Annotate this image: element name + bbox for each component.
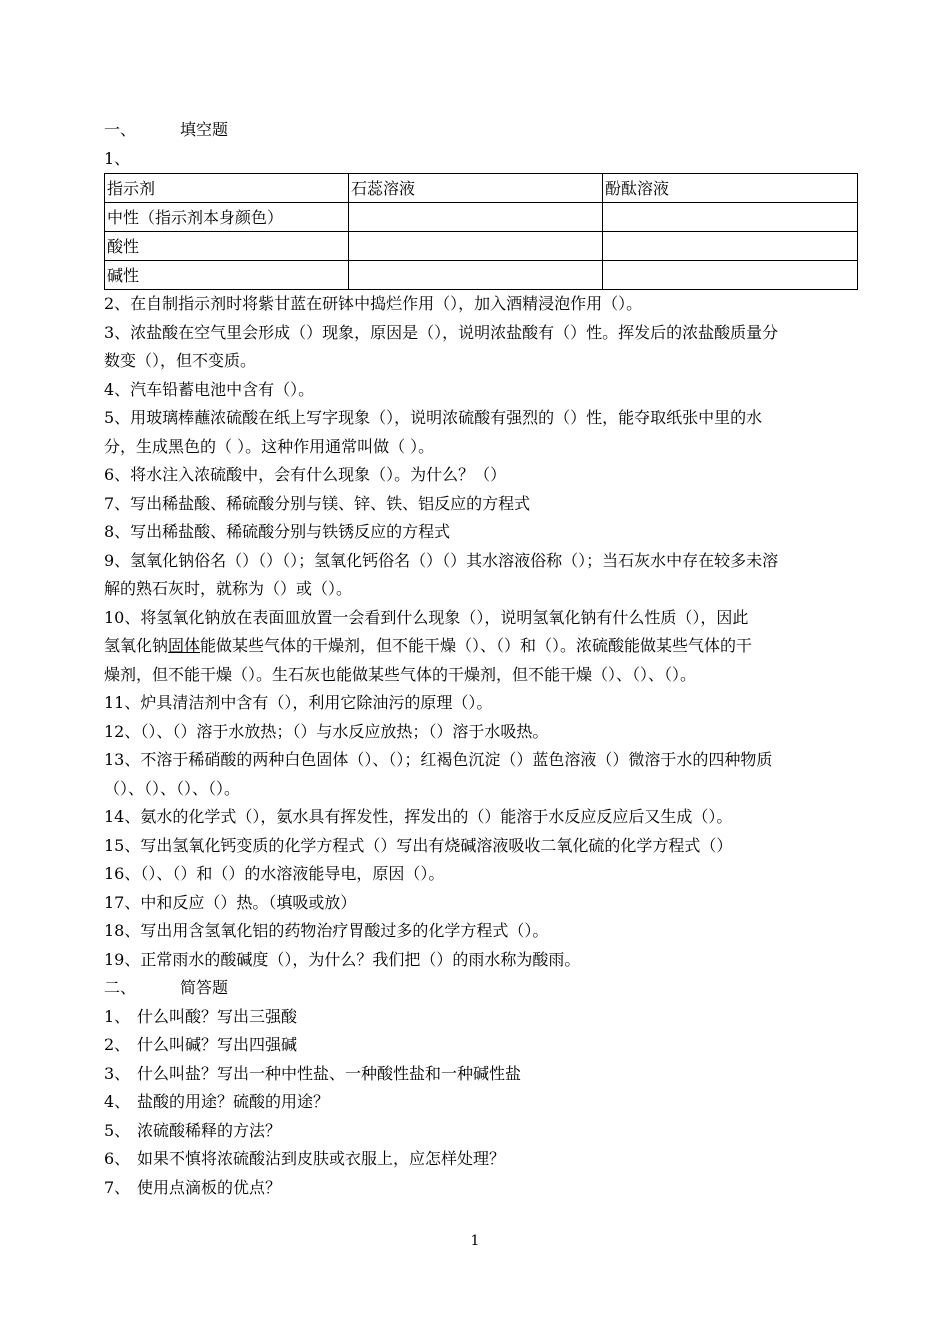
- text-segment: 氢氧化钠: [104, 636, 169, 655]
- table-cell: [349, 203, 603, 232]
- question-10-line-1: 10、将氢氧化钠放在表面皿放置一会看到什么现象（），说明氢氧化钠有什么性质（），因此: [104, 607, 749, 627]
- table-cell: [349, 261, 603, 290]
- item-number: 4、: [104, 1092, 131, 1111]
- short-answer-item: [104, 1174, 856, 1203]
- item-text: 如果不慎将浓硫酸沾到皮肤或衣服上，应怎样处理？: [137, 1149, 506, 1168]
- question-3-line-1: 3、浓盐酸在空气里会形成（）现象，原因是（），说明浓盐酸有（）性。挥发后的浓盐酸质量分: [104, 322, 779, 342]
- table-cell: 酸性: [105, 232, 349, 261]
- question-13-line-1: 13、不溶于稀硝酸的两种白色固体（）、（）；红褐色沉淀（）蓝色溶液（）微溶于水的四种物质: [104, 750, 773, 769]
- table-row: [105, 232, 858, 261]
- table-cell: [603, 261, 858, 290]
- section-number: 一、: [104, 120, 137, 139]
- table-row: [105, 261, 858, 290]
- question-11: 11、炉具清洁剂中含有（），利用它除油污的原理（）。: [104, 693, 493, 712]
- item-text: 什么叫盐？写出一种中性盐、一种酸性盐和一种碱性盐: [137, 1063, 522, 1083]
- table-row: [105, 203, 858, 232]
- item-text: 什么叫碱？写出四强碱: [137, 1035, 298, 1054]
- short-answer-item: [104, 1145, 856, 1174]
- short-answer-item: [104, 1060, 856, 1089]
- question-12: 12、（）、（）溶于水放热；（）与水反应放热；（）溶于水吸热。: [104, 721, 549, 741]
- question-5-line-2: 分，生成黑色的（ ）。这种作用通常叫做（ ）。: [104, 436, 435, 456]
- table-cell: [349, 232, 603, 261]
- question-13-line-2: （）、（）、（）、（）。: [104, 778, 241, 798]
- question-5-line-1: 5、用玻璃棒蘸浓硫酸在纸上写字现象（），说明浓硫酸有强烈的（）性，能夺取纸张中里的水: [104, 408, 763, 427]
- item-text: 使用点滴板的优点？: [137, 1177, 282, 1197]
- question-8: 8、写出稀盐酸、稀硫酸分别与铁锈反应的方程式: [104, 522, 451, 541]
- question-18: 18、写出用含氢氧化铝的药物治疗胃酸过多的化学方程式（）。: [104, 921, 549, 940]
- item-text: 浓硫酸稀释的方法？: [137, 1120, 282, 1140]
- table-cell: 中性（指示剂本身颜色）: [105, 203, 349, 232]
- question-2: 2、在自制指示剂时将紫甘蓝在研钵中捣烂作用（），加入酒精浸泡作用（）。: [104, 294, 643, 313]
- table-cell: 碱性: [105, 261, 349, 290]
- table-cell: [603, 232, 858, 261]
- item-text: 什么叫酸？写出三强酸: [137, 1006, 298, 1026]
- section-title: 填空题: [180, 120, 229, 139]
- underlined-word: 固体: [168, 636, 201, 655]
- document-body: [104, 116, 856, 1202]
- item-number: 5、: [104, 1120, 131, 1140]
- section-heading-short-answer: [104, 974, 856, 1003]
- short-answer-item: [104, 1003, 856, 1032]
- question-4: 4、汽车铅蓄电池中含有（）。: [104, 379, 315, 399]
- short-answer-item: [104, 1031, 856, 1060]
- question-9-line-2: 解的熟石灰时，就称为（）或（）。: [104, 579, 353, 598]
- question-17: 17、中和反应（）热。（填吸或放）: [104, 892, 357, 912]
- question-15: 15、写出氢氧化钙变质的化学方程式（）写出有烧碱溶液吸收二氧化硫的化学方程式（）: [104, 835, 733, 855]
- item-number: 3、: [104, 1063, 131, 1083]
- question-3-line-2: 数变（），但不变质。: [104, 351, 257, 370]
- question-6: 6、将水注入浓硫酸中，会有什么现象（）。为什么？（）: [104, 465, 507, 484]
- question-9-line-1: 9、氢氧化钠俗名（）（）（）；氢氧化钙俗名（）（）其水溶液俗称（）；当石灰水中存在较多未溶: [104, 550, 779, 570]
- text-segment: 能做某些气体的干燥剂，但不能干燥（）、（）和（）。浓硫酸能做某些气体的干: [200, 636, 753, 655]
- item-number: 6、: [104, 1149, 131, 1168]
- question-10-line-3: 燥剂，但不能干燥（）。生石灰也能做某些气体的干燥剂，但不能干燥（）、（）、（）。: [104, 664, 697, 684]
- short-answer-item: [104, 1088, 856, 1117]
- item-number: 2、: [104, 1035, 131, 1054]
- page-number: 1: [470, 1233, 480, 1249]
- table-header-cell: 酚酞溶液: [603, 174, 858, 203]
- question-16: 16、（）、（）和（）的水溶液能导电，原因（）。: [104, 864, 445, 883]
- indicator-table: [104, 173, 858, 290]
- question-7: 7、写出稀盐酸、稀硫酸分别与镁、锌、铁、铝反应的方程式: [104, 493, 531, 513]
- question-1-label: 1、: [104, 148, 131, 168]
- short-answer-item: [104, 1117, 856, 1146]
- table-header-cell: 指示剂: [105, 174, 349, 203]
- item-text: 盐酸的用途？硫酸的用途？: [137, 1092, 330, 1111]
- table-header-row: [105, 174, 858, 203]
- question-19: 19、正常雨水的酸碱度（），为什么？我们把（）的雨水称为酸雨。: [104, 949, 581, 969]
- section-title: 简答题: [180, 978, 229, 997]
- table-header-cell: 石蕊溶液: [349, 174, 603, 203]
- question-14: 14、氨水的化学式（），氨水具有挥发性，挥发出的（）能溶于水反应反应后又生成（）。: [104, 807, 733, 826]
- section-heading-fill-blank: [104, 116, 856, 145]
- item-number: 7、: [104, 1177, 131, 1197]
- item-number: 1、: [104, 1006, 131, 1026]
- table-cell: [603, 203, 858, 232]
- section-number: 二、: [104, 978, 137, 997]
- question-10-line-2: [104, 632, 856, 661]
